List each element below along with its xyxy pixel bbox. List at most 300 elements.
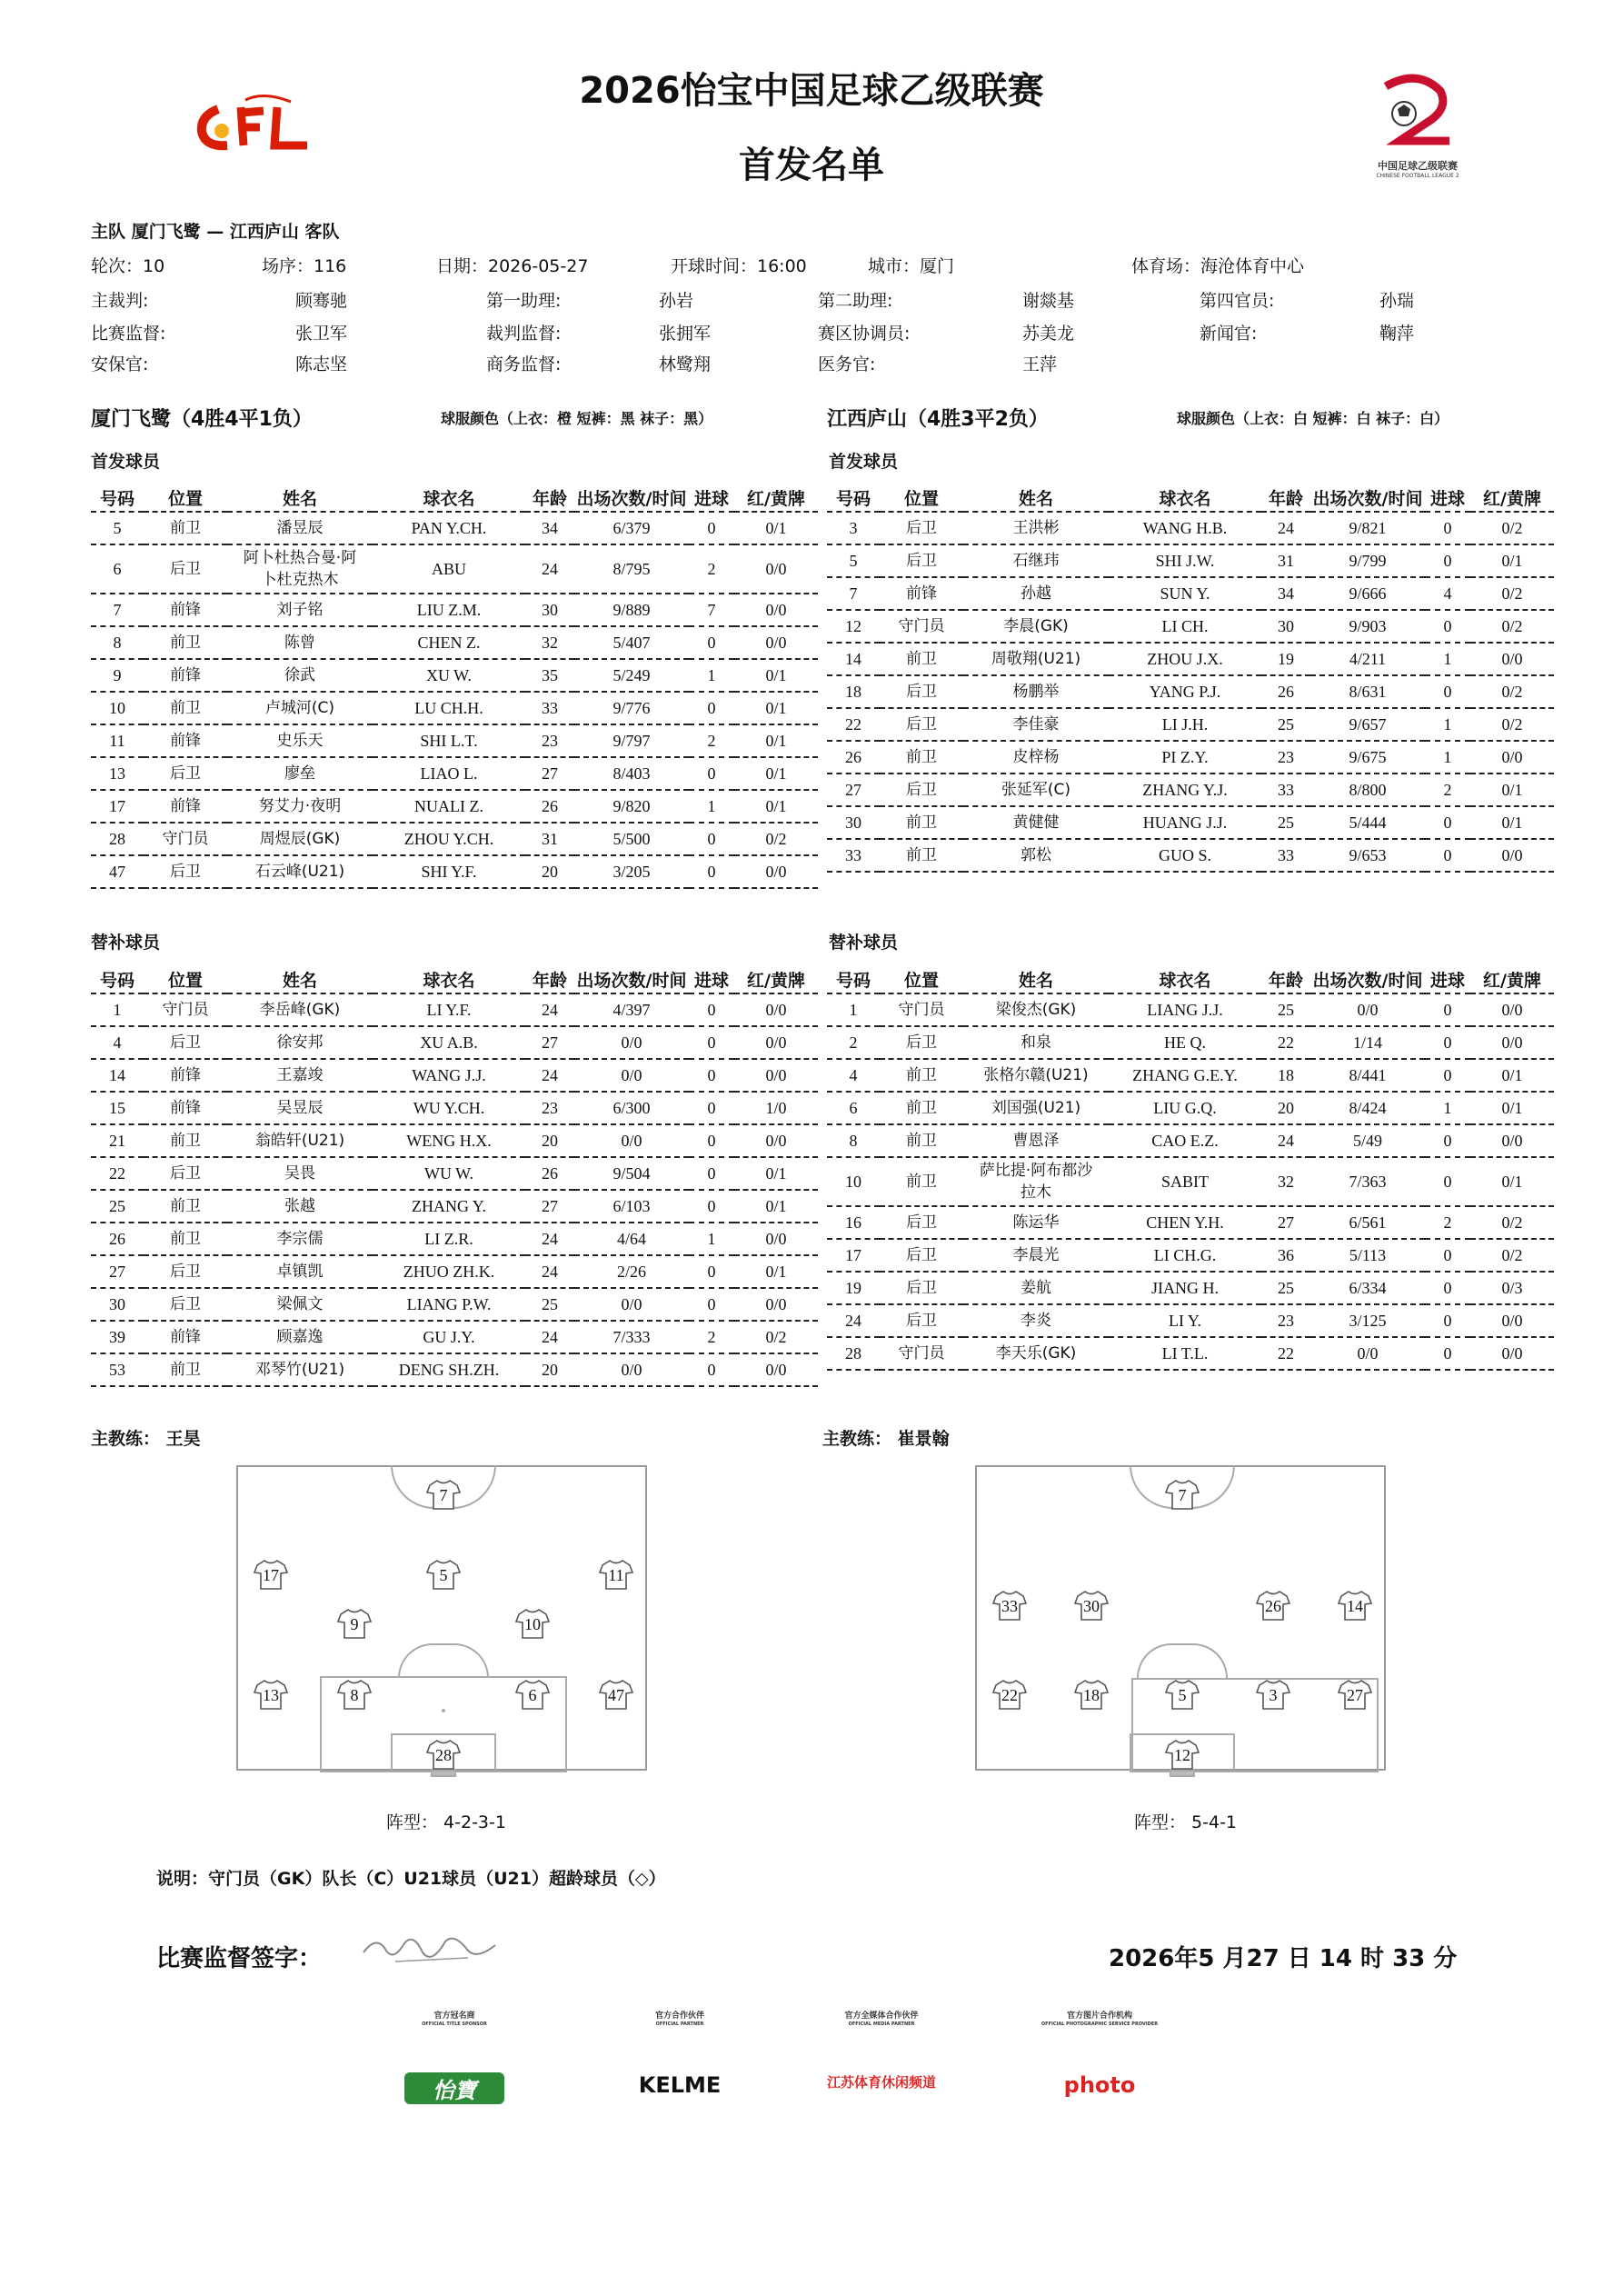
appearances: 2/26 xyxy=(574,1255,689,1288)
official-role: 赛区协调员: xyxy=(818,324,911,344)
player-shirt-icon xyxy=(426,1479,461,1510)
goals: 0 xyxy=(689,512,734,544)
appearances: 9/776 xyxy=(574,692,689,724)
goals: 0 xyxy=(1425,544,1470,577)
goals: 0 xyxy=(1425,675,1470,708)
player-position: 前卫 xyxy=(144,1190,227,1223)
appearances: 0/0 xyxy=(574,1288,689,1321)
player-number: 2 xyxy=(827,1026,880,1059)
shirt-name: LI CH. xyxy=(1109,610,1261,643)
supervisor-signature xyxy=(359,1925,504,1971)
player-row xyxy=(91,993,818,1026)
shirt-name: ZHANG Y.J. xyxy=(1109,774,1261,806)
cards: 0/0 xyxy=(734,1223,818,1255)
sponsor-subcaption: OFFICIAL PHOTOGRAPHIC SERVICE PROVIDER xyxy=(1041,2021,1159,2027)
player-row xyxy=(91,1059,818,1092)
player-number: 3 xyxy=(827,512,880,544)
player-position: 后卫 xyxy=(880,1304,963,1337)
player-name: 皮梓杨 xyxy=(963,741,1109,774)
player-number: 8 xyxy=(91,626,144,659)
official-role: 商务监督: xyxy=(486,354,562,374)
player-shirt-icon xyxy=(1338,1679,1372,1710)
player-shirt-icon xyxy=(1074,1590,1109,1621)
player-name: 努艾力·夜明 xyxy=(227,790,373,823)
cards: 0/3 xyxy=(1470,1272,1554,1304)
player-row xyxy=(91,1223,818,1255)
column-header: 出场次数/时间 xyxy=(1310,965,1425,993)
goals: 0 xyxy=(689,1124,734,1157)
cards: 0/1 xyxy=(1470,1092,1554,1124)
goals: 0 xyxy=(689,757,734,790)
player-row xyxy=(827,806,1554,839)
shirt-name: WU Y.CH. xyxy=(373,1092,525,1124)
player-name: 石继玮 xyxy=(963,544,1109,577)
appearances: 1/14 xyxy=(1310,1026,1425,1059)
player-shirt-icon xyxy=(515,1608,550,1639)
official-role: 第一助理: xyxy=(486,291,562,311)
player-number: 10 xyxy=(91,692,144,724)
player-name: 翁皓轩(U21) xyxy=(227,1124,373,1157)
appearances: 5/113 xyxy=(1310,1239,1425,1272)
goals: 0 xyxy=(689,1353,734,1386)
shirt-name: ZHOU J.X. xyxy=(1109,643,1261,675)
shirt-number: 11 xyxy=(608,1566,624,1584)
player-name: 李佳豪 xyxy=(963,708,1109,741)
appearances: 9/653 xyxy=(1310,839,1425,872)
player-age: 24 xyxy=(1261,1124,1310,1157)
player-name: 吴畏 xyxy=(227,1157,373,1190)
away-formation: 阵型： 5-4-1 xyxy=(1134,1812,1238,1832)
player-number: 12 xyxy=(827,610,880,643)
shirt-name: PAN Y.CH. xyxy=(373,512,525,544)
player-position: 守门员 xyxy=(144,993,227,1026)
official-role: 新闻官: xyxy=(1200,324,1258,344)
shirt-name: CHEN Z. xyxy=(373,626,525,659)
player-age: 36 xyxy=(1261,1239,1310,1272)
shirt-number: 28 xyxy=(435,1746,452,1764)
player-name: 邓琴竹(U21) xyxy=(227,1353,373,1386)
player-shirt-icon xyxy=(1165,1739,1200,1770)
player-row xyxy=(91,1157,818,1190)
appearances: 0/0 xyxy=(574,1124,689,1157)
player-shirt-icon xyxy=(337,1608,372,1639)
player-name: 张越 xyxy=(227,1190,373,1223)
player-shirt-icon xyxy=(426,1739,461,1770)
appearances: 6/103 xyxy=(574,1190,689,1223)
cards: 0/0 xyxy=(1470,741,1554,774)
player-name: 张延军(C) xyxy=(963,774,1109,806)
round: 轮次：10 xyxy=(91,256,165,276)
column-header: 红/黄牌 xyxy=(734,484,818,512)
cards: 0/1 xyxy=(1470,774,1554,806)
player-number: 26 xyxy=(91,1223,144,1255)
player-age: 25 xyxy=(1261,993,1310,1026)
sponsor-subcaption: OFFICIAL TITLE SPONSOR xyxy=(422,2021,487,2027)
column-header: 位置 xyxy=(880,965,963,993)
player-position: 后卫 xyxy=(144,1157,227,1190)
page-title: 2026怡宝中国足球乙级联赛 xyxy=(579,70,1044,112)
cards: 0/2 xyxy=(734,1321,818,1353)
player-age: 27 xyxy=(525,757,574,790)
player-age: 23 xyxy=(1261,741,1310,774)
cards: 0/1 xyxy=(1470,1157,1554,1206)
player-name: 王嘉竣 xyxy=(227,1059,373,1092)
cards: 0/1 xyxy=(1470,806,1554,839)
goals: 0 xyxy=(1425,806,1470,839)
player-position: 后卫 xyxy=(880,675,963,708)
player-shirt-icon xyxy=(254,1679,288,1710)
shirt-number: 14 xyxy=(1347,1597,1363,1615)
home-starters-table xyxy=(91,484,818,889)
legend-note: 说明：守门员（GK）队长（C）U21球员（U21）超龄球员（◇） xyxy=(156,1869,666,1889)
player-name: 梁俊杰(GK) xyxy=(963,993,1109,1026)
player-name: 石云峰(U21) xyxy=(227,855,373,888)
official-name: 陈志坚 xyxy=(295,354,348,374)
player-row xyxy=(827,1157,1554,1206)
cards: 0/0 xyxy=(734,1059,818,1092)
goals: 0 xyxy=(1425,1157,1470,1206)
player-row xyxy=(91,1026,818,1059)
player-number: 22 xyxy=(827,708,880,741)
player-age: 33 xyxy=(1261,774,1310,806)
player-shirt-icon xyxy=(599,1559,633,1590)
appearances: 7/333 xyxy=(574,1321,689,1353)
goals: 0 xyxy=(1425,512,1470,544)
cards: 0/1 xyxy=(1470,1059,1554,1092)
page-subtitle: 首发名单 xyxy=(739,145,884,186)
goals: 1 xyxy=(689,790,734,823)
player-name: 陈曾 xyxy=(227,626,373,659)
player-age: 22 xyxy=(1261,1026,1310,1059)
appearances: 9/903 xyxy=(1310,610,1425,643)
official-name: 孙瑞 xyxy=(1379,291,1415,311)
official-role: 第二助理: xyxy=(818,291,893,311)
cards: 0/0 xyxy=(1470,1026,1554,1059)
column-header: 位置 xyxy=(880,484,963,512)
player-position: 前卫 xyxy=(880,1157,963,1206)
player-row xyxy=(827,1272,1554,1304)
player-position: 守门员 xyxy=(880,993,963,1026)
player-shirt-icon xyxy=(1165,1679,1200,1710)
kickoff-time: 开球时间：16:00 xyxy=(671,256,807,276)
column-header: 红/黄牌 xyxy=(734,965,818,993)
cards: 0/1 xyxy=(1470,544,1554,577)
player-name: 徐武 xyxy=(227,659,373,692)
goals: 2 xyxy=(1425,774,1470,806)
player-age: 33 xyxy=(1261,839,1310,872)
goals: 0 xyxy=(689,855,734,888)
player-position: 后卫 xyxy=(880,1272,963,1304)
signature-label: 比赛监督签字： xyxy=(156,1945,323,1972)
column-header: 年龄 xyxy=(525,965,574,993)
player-number: 15 xyxy=(91,1092,144,1124)
player-position: 后卫 xyxy=(144,1288,227,1321)
appearances: 9/799 xyxy=(1310,544,1425,577)
cards: 0/2 xyxy=(1470,577,1554,610)
player-row xyxy=(827,1026,1554,1059)
appearances: 4/397 xyxy=(574,993,689,1026)
appearances: 3/205 xyxy=(574,855,689,888)
appearances: 6/561 xyxy=(1310,1206,1425,1239)
goals: 2 xyxy=(1425,1206,1470,1239)
cards: 0/2 xyxy=(1470,610,1554,643)
away-formation-pitch xyxy=(975,1465,1386,1771)
goals: 1 xyxy=(1425,741,1470,774)
column-header: 红/黄牌 xyxy=(1470,965,1554,993)
player-name: 李宗儒 xyxy=(227,1223,373,1255)
player-age: 22 xyxy=(1261,1337,1310,1370)
player-age: 23 xyxy=(1261,1304,1310,1337)
player-number: 9 xyxy=(91,659,144,692)
column-header: 位置 xyxy=(144,484,227,512)
player-row xyxy=(91,757,818,790)
shirt-name: XU W. xyxy=(373,659,525,692)
league-logo: 中国足球乙级联赛 CHINESE FOOTBALL LEAGUE 2 xyxy=(1363,73,1472,173)
goals: 1 xyxy=(689,659,734,692)
column-header: 球衣名 xyxy=(1109,484,1261,512)
cards: 0/1 xyxy=(734,790,818,823)
shirt-name: LIU Z.M. xyxy=(373,594,525,626)
player-row xyxy=(827,1304,1554,1337)
player-row xyxy=(91,594,818,626)
shirt-name: JIANG H. xyxy=(1109,1272,1261,1304)
shirt-number: 47 xyxy=(608,1686,624,1704)
player-age: 26 xyxy=(525,790,574,823)
appearances: 8/795 xyxy=(574,544,689,594)
home-subs-table xyxy=(91,965,818,1387)
player-row xyxy=(827,1059,1554,1092)
shirt-name: HE Q. xyxy=(1109,1026,1261,1059)
shirt-number: 7 xyxy=(1178,1486,1187,1504)
player-age: 23 xyxy=(525,724,574,757)
shirt-number: 8 xyxy=(350,1686,359,1704)
player-number: 30 xyxy=(91,1288,144,1321)
player-position: 前锋 xyxy=(144,790,227,823)
column-header: 位置 xyxy=(144,965,227,993)
column-header: 球衣名 xyxy=(373,484,525,512)
player-number: 13 xyxy=(91,757,144,790)
teams-line: 主队 厦门飞鹭 — 江西庐山 客队 xyxy=(91,222,340,242)
shirt-name: LIANG J.J. xyxy=(1109,993,1261,1026)
player-name: 和泉 xyxy=(963,1026,1109,1059)
cards: 0/2 xyxy=(1470,708,1554,741)
sponsor-caption: 官方冠名商 xyxy=(433,2011,475,2021)
cards: 0/1 xyxy=(734,512,818,544)
cards: 0/1 xyxy=(734,1255,818,1288)
signature-datetime: 2026年5 月27 日 14 时 33 分 xyxy=(1109,1945,1458,1972)
match-number: 场序：116 xyxy=(262,256,347,276)
column-header: 号码 xyxy=(91,965,144,993)
away-starters-table xyxy=(827,484,1554,873)
player-position: 后卫 xyxy=(144,544,227,594)
player-number: 28 xyxy=(827,1337,880,1370)
player-position: 前锋 xyxy=(880,577,963,610)
player-name: 史乐天 xyxy=(227,724,373,757)
goals: 2 xyxy=(689,544,734,594)
goals: 0 xyxy=(1425,1124,1470,1157)
goals: 0 xyxy=(1425,1337,1470,1370)
player-position: 后卫 xyxy=(880,1239,963,1272)
player-position: 前锋 xyxy=(144,1321,227,1353)
player-number: 5 xyxy=(91,512,144,544)
player-position: 守门员 xyxy=(880,610,963,643)
player-name: 孙越 xyxy=(963,577,1109,610)
shirt-name: GUO S. xyxy=(1109,839,1261,872)
appearances: 8/800 xyxy=(1310,774,1425,806)
cards: 0/0 xyxy=(734,1124,818,1157)
player-name: 周敬翔(U21) xyxy=(963,643,1109,675)
column-header: 球衣名 xyxy=(373,965,525,993)
player-position: 守门员 xyxy=(144,823,227,855)
goals: 0 xyxy=(689,1059,734,1092)
appearances: 9/797 xyxy=(574,724,689,757)
column-header: 号码 xyxy=(827,965,880,993)
goals: 1 xyxy=(1425,708,1470,741)
player-age: 20 xyxy=(525,855,574,888)
shirt-name: LI J.H. xyxy=(1109,708,1261,741)
player-shirt-icon xyxy=(1256,1679,1290,1710)
shirt-number: 5 xyxy=(1178,1686,1187,1704)
player-number: 7 xyxy=(827,577,880,610)
goals: 7 xyxy=(689,594,734,626)
column-header: 年龄 xyxy=(1261,965,1310,993)
shirt-name: LI Y. xyxy=(1109,1304,1261,1337)
cards: 0/0 xyxy=(734,855,818,888)
player-age: 24 xyxy=(525,1223,574,1255)
goals: 0 xyxy=(1425,1239,1470,1272)
shirt-name: WANG H.B. xyxy=(1109,512,1261,544)
player-number: 14 xyxy=(91,1059,144,1092)
official-role: 安保官: xyxy=(91,354,149,374)
shirt-name: SHI L.T. xyxy=(373,724,525,757)
appearances: 8/631 xyxy=(1310,675,1425,708)
goals: 2 xyxy=(689,724,734,757)
shirt-name: SUN Y. xyxy=(1109,577,1261,610)
player-number: 18 xyxy=(827,675,880,708)
player-number: 4 xyxy=(91,1026,144,1059)
home-team-name: 厦门飞鹭（4胜4平1负） xyxy=(91,408,313,431)
goals: 0 xyxy=(689,1255,734,1288)
cards: 0/0 xyxy=(734,993,818,1026)
shirt-name: PI Z.Y. xyxy=(1109,741,1261,774)
player-row xyxy=(827,741,1554,774)
away-coach: 主教练： 崔景翰 xyxy=(822,1429,950,1449)
player-name: 刘子铭 xyxy=(227,594,373,626)
shirt-number: 9 xyxy=(350,1615,359,1633)
goals: 0 xyxy=(1425,1026,1470,1059)
goals: 0 xyxy=(689,993,734,1026)
player-position: 后卫 xyxy=(144,757,227,790)
player-age: 20 xyxy=(525,1124,574,1157)
shirt-name: LI Z.R. xyxy=(373,1223,525,1255)
player-position: 后卫 xyxy=(880,774,963,806)
shirt-name: LI CH.G. xyxy=(1109,1239,1261,1272)
column-header: 年龄 xyxy=(525,484,574,512)
player-name: 廖垒 xyxy=(227,757,373,790)
player-shirt-icon xyxy=(1338,1590,1372,1621)
player-age: 26 xyxy=(1261,675,1310,708)
shirt-name: SABIT xyxy=(1109,1157,1261,1206)
player-position: 后卫 xyxy=(880,1026,963,1059)
home-formation-pitch xyxy=(236,1465,647,1771)
player-position: 后卫 xyxy=(144,1255,227,1288)
column-header: 红/黄牌 xyxy=(1470,484,1554,512)
player-name: 李晨(GK) xyxy=(963,610,1109,643)
away-starters-label: 首发球员 xyxy=(829,452,899,472)
player-name: 曹恩泽 xyxy=(963,1124,1109,1157)
player-row xyxy=(91,626,818,659)
goals: 0 xyxy=(689,1092,734,1124)
player-position: 前卫 xyxy=(880,806,963,839)
player-age: 23 xyxy=(525,1092,574,1124)
player-number: 53 xyxy=(91,1353,144,1386)
player-age: 32 xyxy=(1261,1157,1310,1206)
player-position: 后卫 xyxy=(144,855,227,888)
appearances: 8/441 xyxy=(1310,1059,1425,1092)
player-name: 梁佩文 xyxy=(227,1288,373,1321)
player-number: 1 xyxy=(91,993,144,1026)
city: 城市：厦门 xyxy=(868,256,955,276)
player-shirt-icon xyxy=(1074,1679,1109,1710)
sponsor-logo: photo xyxy=(1063,2072,1136,2098)
player-age: 30 xyxy=(525,594,574,626)
player-shirt-icon xyxy=(599,1679,633,1710)
player-number: 24 xyxy=(827,1304,880,1337)
column-header: 姓名 xyxy=(227,484,373,512)
player-name: 王洪彬 xyxy=(963,512,1109,544)
player-row xyxy=(827,610,1554,643)
official-name: 谢燚基 xyxy=(1022,291,1075,311)
player-row xyxy=(827,675,1554,708)
player-shirt-icon xyxy=(426,1559,461,1590)
goals: 0 xyxy=(689,1190,734,1223)
shirt-name: SHI Y.F. xyxy=(373,855,525,888)
player-position: 前锋 xyxy=(144,659,227,692)
player-row xyxy=(91,1124,818,1157)
player-age: 34 xyxy=(525,512,574,544)
appearances: 0/0 xyxy=(574,1026,689,1059)
player-shirt-icon xyxy=(515,1679,550,1710)
shirt-name: LIAO L. xyxy=(373,757,525,790)
cfl-logo xyxy=(191,91,318,155)
official-name: 苏美龙 xyxy=(1022,324,1075,344)
shirt-name: SHI J.W. xyxy=(1109,544,1261,577)
player-row xyxy=(91,823,818,855)
appearances: 3/125 xyxy=(1310,1304,1425,1337)
player-age: 35 xyxy=(525,659,574,692)
shirt-number: 12 xyxy=(1174,1746,1190,1764)
goals: 0 xyxy=(1425,1272,1470,1304)
goals: 0 xyxy=(1425,993,1470,1026)
shirt-number: 30 xyxy=(1083,1597,1100,1615)
player-age: 25 xyxy=(1261,708,1310,741)
player-name: 李岳峰(GK) xyxy=(227,993,373,1026)
goals: 0 xyxy=(689,1288,734,1321)
shirt-number: 26 xyxy=(1265,1597,1281,1615)
player-row xyxy=(827,643,1554,675)
official-role: 裁判监督: xyxy=(486,324,562,344)
player-number: 30 xyxy=(827,806,880,839)
player-age: 25 xyxy=(1261,806,1310,839)
appearances: 5/444 xyxy=(1310,806,1425,839)
goals: 1 xyxy=(1425,1092,1470,1124)
penalty-arc xyxy=(398,1643,489,1678)
player-position: 前卫 xyxy=(144,1223,227,1255)
player-name: 萨比提·阿布都沙拉木 xyxy=(963,1157,1109,1206)
appearances: 6/379 xyxy=(574,512,689,544)
player-age: 20 xyxy=(525,1353,574,1386)
player-age: 24 xyxy=(525,1321,574,1353)
